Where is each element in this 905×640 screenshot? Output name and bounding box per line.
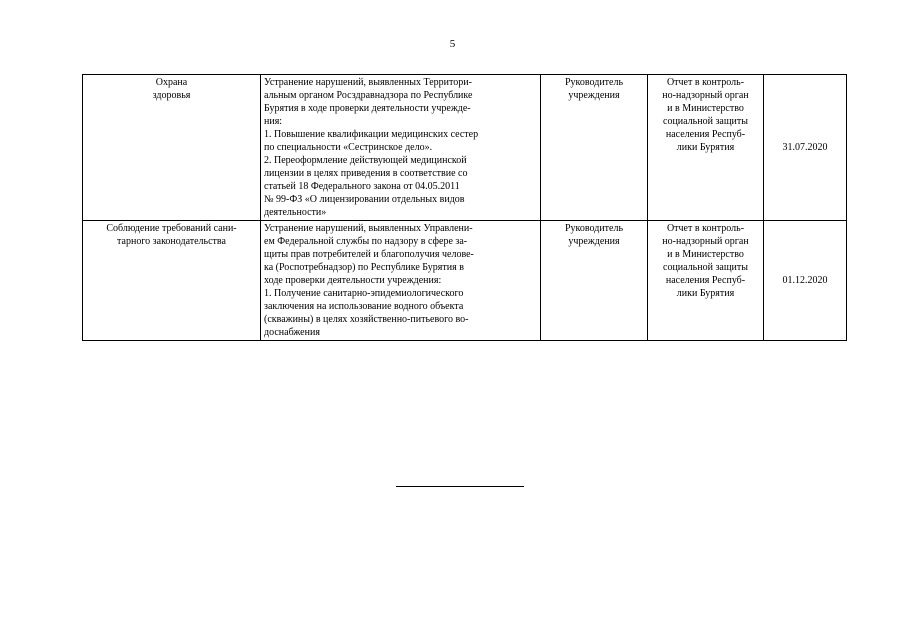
cell-line: ка (Роспотребнадзор) по Республике Бурятия в <box>264 262 464 273</box>
cell-line: ходе проверки деятельности учреждения: <box>264 275 442 286</box>
cell-line: деятельности» <box>264 207 327 218</box>
cell-line: здоровья <box>152 90 191 101</box>
responsible-cell <box>541 75 648 221</box>
cell-line: Устранение нарушений, выявленных Территори- <box>264 77 472 88</box>
page-number: 5 <box>449 38 456 50</box>
measure-cell <box>261 75 541 221</box>
cell-line: Бурятия в ходе проверки деятельности учрежде- <box>264 103 471 114</box>
report-cell <box>648 221 764 341</box>
cell-line: населения Респуб- <box>665 275 746 286</box>
cell-line: лицензии в целях приведения в соответствие со <box>264 168 468 179</box>
measure-cell <box>261 221 541 341</box>
cell-line: № 99-ФЗ «О лицензировании отдельных видов <box>264 194 465 205</box>
cell-line: Соблюдение требований сани- <box>106 223 237 234</box>
cell-line: ем Федеральной службы по надзору в сфере за- <box>264 236 468 247</box>
table-row <box>83 75 847 221</box>
measures-table <box>82 74 847 341</box>
date-cell: 31.07.2020 <box>764 75 847 221</box>
cell-line: социальной защиты <box>663 262 748 273</box>
cell-line: Руководитель <box>564 223 624 234</box>
cell-line: 1. Получение санитарно-эпидемиологического <box>264 288 464 299</box>
cell-line: Устранение нарушений, выявленных Управлени- <box>264 223 473 234</box>
responsible-cell <box>541 221 648 341</box>
cell-line: доснабжения <box>264 327 320 338</box>
cell-line: статьей 18 Федерального закона от 04.05.2011 <box>264 181 460 192</box>
cell-line: Отчет в контроль- <box>666 77 745 88</box>
cell-line: но-надзорный орган <box>662 90 749 101</box>
footer-rule <box>396 486 524 487</box>
cell-line: социальной защиты <box>663 116 748 127</box>
cell-line: (скважины) в целях хозяйственно-питьевого во- <box>264 314 469 325</box>
date-cell: 01.12.2020 <box>764 221 847 341</box>
cell-line: и в Министерство <box>667 103 744 114</box>
area-cell <box>83 75 261 221</box>
cell-line: 2. Переоформление действующей медицинской <box>264 155 467 166</box>
cell-line: альным органом Росздравнадзора по Республике <box>264 90 473 101</box>
cell-line: Отчет в контроль- <box>666 223 745 234</box>
cell-line: Охрана <box>155 77 188 88</box>
report-cell <box>648 75 764 221</box>
cell-line: по специальности «Сестринское дело». <box>264 142 433 153</box>
cell-line: лики Бурятия <box>676 288 735 299</box>
cell-line: но-надзорный орган <box>662 236 749 247</box>
cell-line: щиты прав потребителей и благополучия челове- <box>264 249 474 260</box>
area-cell <box>83 221 261 341</box>
cell-line: ния: <box>264 116 283 127</box>
table-row <box>83 221 847 341</box>
cell-line: учреждения <box>568 236 620 247</box>
cell-line: населения Респуб- <box>665 129 746 140</box>
cell-line: тарного законодательства <box>117 236 226 247</box>
cell-line: лики Бурятия <box>676 142 735 153</box>
cell-line: заключения на использование водного объекта <box>264 301 464 312</box>
cell-line: и в Министерство <box>667 249 744 260</box>
cell-line: учреждения <box>568 90 620 101</box>
cell-line: 1. Повышение квалификации медицинских сестер <box>264 129 479 140</box>
cell-line: Руководитель <box>564 77 624 88</box>
